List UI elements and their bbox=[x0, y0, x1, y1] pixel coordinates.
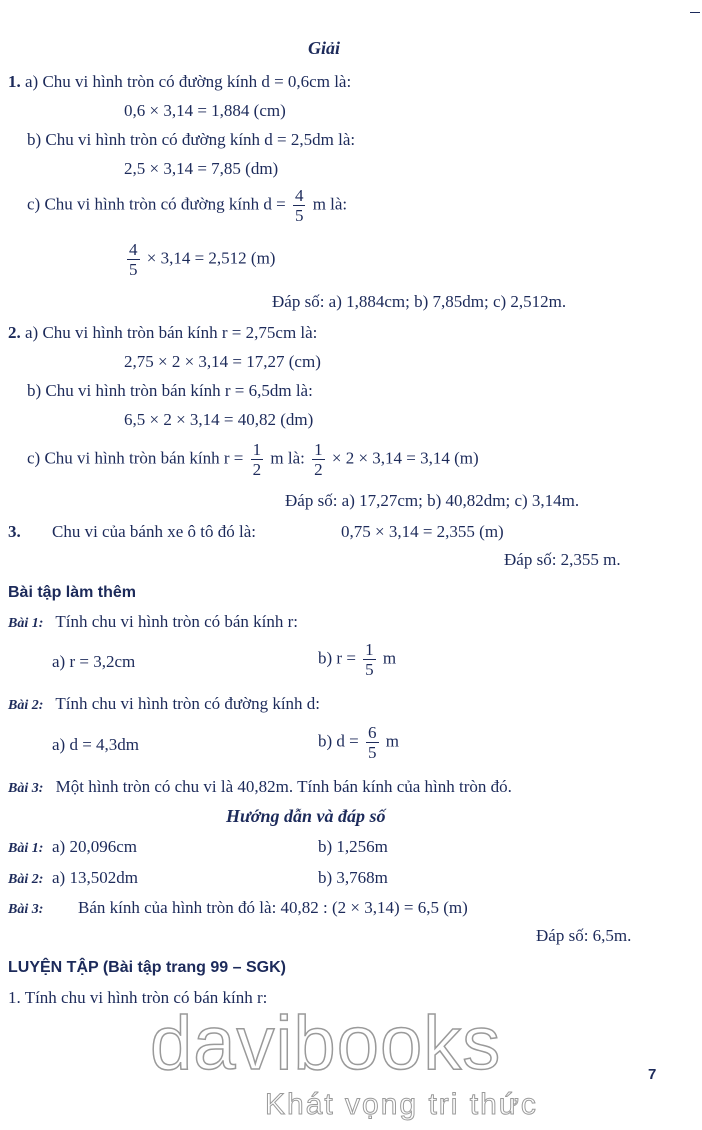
extra-bai1-label: Bài 1: bbox=[8, 616, 44, 631]
q1-number: 1. bbox=[8, 72, 21, 91]
q3-calc: 0,75 × 3,14 = 2,355 (m) bbox=[341, 522, 504, 541]
extra-bai2-a: a) d = 4,3dm bbox=[52, 735, 140, 754]
guide-bai1 bbox=[8, 837, 51, 859]
extra-bai2-label: Bài 2: bbox=[8, 698, 44, 713]
q2-answer: Đáp số: a) 17,27cm; b) 40,82dm; c) 3,14m. bbox=[285, 491, 580, 510]
extra-bai2-text: Tính chu vi hình tròn có đường kính d: bbox=[55, 694, 321, 713]
guide-bai2-label: Bài 2: bbox=[8, 872, 44, 887]
guide-bai2-b: b) 3,768m bbox=[318, 868, 388, 887]
q2-c-text: c) Chu vi hình tròn bán kính r = bbox=[27, 448, 244, 468]
q2-c-calc: × 2 × 3,14 = 3,14 (m) bbox=[331, 448, 479, 468]
q1-answer: Đáp số: a) 1,884cm; b) 7,85dm; c) 2,512m. bbox=[272, 292, 567, 311]
q2-number: 2. bbox=[8, 323, 21, 342]
guide-bai2 bbox=[8, 868, 51, 890]
q1-c-fraction: $\frac{4}{5}$ bbox=[294, 186, 304, 225]
q1-c-text-end: m là: bbox=[312, 194, 348, 214]
q2-c-text-mid: m là: bbox=[270, 448, 305, 468]
extra-title: Bài tập làm thêm bbox=[8, 584, 137, 601]
guide-bai2-a: a) 13,502dm bbox=[52, 868, 138, 887]
guide-bai3-answer: Đáp số: 6,5m. bbox=[536, 926, 632, 945]
guide-bai1-label: Bài 1: bbox=[8, 841, 44, 856]
extra-bai3 bbox=[8, 777, 512, 799]
guide-bai3-text: Bán kính của hình tròn đó là: 40,82 : (2 × 3,14) = 6,5 (m) bbox=[78, 898, 468, 917]
q2-c-fraction: $\frac{1}{2}$ bbox=[252, 440, 262, 479]
q3-number: 3. bbox=[8, 522, 21, 541]
guide-bai3 bbox=[8, 898, 51, 920]
q3-text: Chu vi của bánh xe ô tô đó là: bbox=[52, 522, 256, 541]
guide-title: Hướng dẫn và đáp số bbox=[226, 806, 386, 826]
q1-c-text: c) Chu vi hình tròn có đường kính d = bbox=[27, 194, 286, 214]
q2-b-text: b) Chu vi hình tròn bán kính r = 6,5dm là: bbox=[27, 381, 313, 400]
extra-bai1 bbox=[8, 612, 298, 634]
practice-q1: 1. Tính chu vi hình tròn có bán kính r: bbox=[8, 988, 268, 1007]
extra-bai1-a: a) r = 3,2cm bbox=[52, 652, 136, 671]
q1-b-calc: 2,5 × 3,14 = 7,85 (dm) bbox=[124, 159, 279, 178]
extra-bai1-text: Tính chu vi hình tròn có bán kính r: bbox=[55, 612, 299, 631]
q1-c-calc-rest: × 3,14 = 2,512 (m) bbox=[146, 248, 276, 268]
q1-c bbox=[27, 186, 347, 225]
q1-a-calc: 0,6 × 3,14 = 1,884 (cm) bbox=[124, 101, 286, 120]
q1-c-calc-fraction: $\frac{4}{5}$ bbox=[129, 240, 138, 279]
page-number: 7 bbox=[648, 1066, 657, 1083]
extra-bai3-label: Bài 3: bbox=[8, 781, 44, 796]
q3-answer: Đáp số: 2,355 m. bbox=[504, 550, 621, 569]
guide-bai1-b: b) 1,256m bbox=[318, 837, 388, 856]
q1-a-text: a) Chu vi hình tròn có đường kính d = 0,6cm là: bbox=[25, 72, 352, 91]
practice-title: LUYỆN TẬP (Bài tập trang 99 – SGK) bbox=[8, 959, 286, 976]
extra-bai2-b: b) d = $\frac{6}{5}$ m bbox=[318, 723, 399, 762]
q2-a-text: a) Chu vi hình tròn bán kính r = 2,75cm là: bbox=[25, 323, 318, 342]
q2-b-calc: 6,5 × 2 × 3,14 = 40,82 (dm) bbox=[124, 410, 314, 429]
extra-bai1-b: b) r = $\frac{1}{5}$ m bbox=[318, 640, 397, 679]
guide-bai3-label: Bài 3: bbox=[8, 902, 44, 917]
solution-heading: Giải bbox=[308, 38, 341, 58]
q1-a bbox=[8, 72, 351, 92]
q1-c-calc bbox=[124, 240, 275, 279]
extra-bai1-b-fraction: $\frac{1}{5}$ bbox=[365, 640, 374, 679]
extra-bai2 bbox=[8, 694, 320, 716]
extra-bai2-b-fraction: $\frac{6}{5}$ bbox=[368, 723, 377, 762]
q2-a bbox=[8, 323, 317, 343]
extra-bai3-text: Một hình tròn có chu vi là 40,82m. Tính bán kính của hình tròn đó. bbox=[55, 777, 512, 796]
edge-mark bbox=[690, 12, 700, 13]
q1-b-text: b) Chu vi hình tròn có đường kính d = 2,5dm là: bbox=[27, 130, 356, 149]
q2-a-calc: 2,75 × 2 × 3,14 = 17,27 (cm) bbox=[124, 352, 321, 371]
q2-c-fraction-2: $\frac{1}{2}$ bbox=[314, 440, 323, 479]
q2-c bbox=[27, 440, 479, 479]
watermark-slogan: Khát vọng tri thức bbox=[265, 1088, 538, 1121]
guide-bai1-a: a) 20,096cm bbox=[52, 837, 137, 856]
watermark-brand: davibooks bbox=[150, 1001, 502, 1086]
